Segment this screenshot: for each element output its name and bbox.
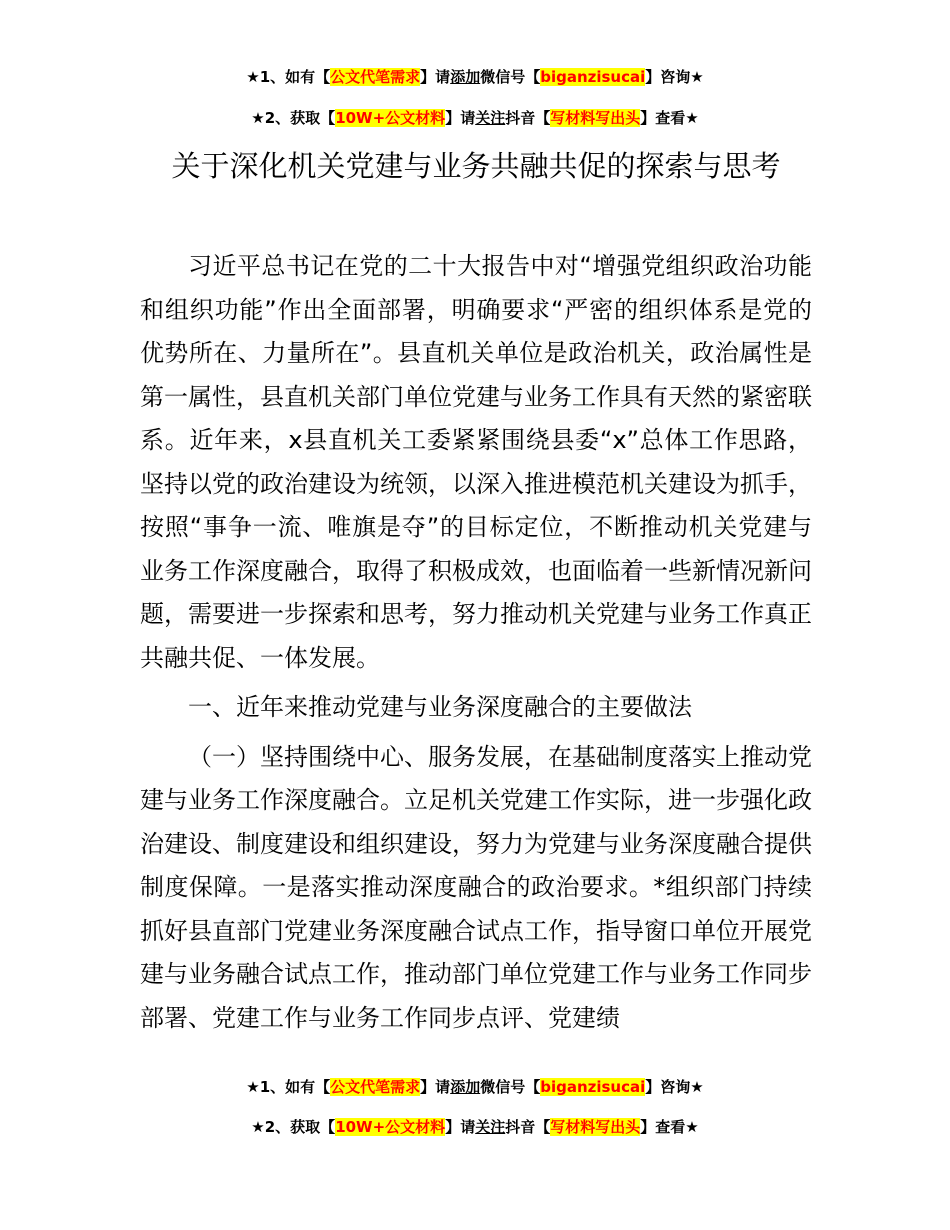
banner-line-1-mid-1: 】请 bbox=[420, 68, 451, 86]
banner-line-2-highlight-2: 写材料写出头 bbox=[550, 109, 641, 127]
footer-banner-line-1 bbox=[0, 1076, 950, 1098]
banner-line-1-underlined: 添加 bbox=[450, 68, 481, 86]
section-heading-1: 一、近年来推动党建与业务深度融合的主要做法 bbox=[188, 693, 692, 721]
footer-banner-line-2-prefix: ★2、获取【 bbox=[251, 1118, 336, 1136]
banner-line-2-highlight-1: 10W+公文材料 bbox=[335, 109, 446, 127]
body-paragraph-intro: 习近平总书记在党的二十大报告中对“增强党组织政治功能和组织功能”作出全面部署，明确要求“严密的组织体系是党的优势所在、力量所在”。县直机关单位是政治机关，政治属性是第一属性，县直机关部门单位党建与业务工作具有天然的紧密联系。近年来，x县直机关工委紧紧围绕县委“x”总体工作思路，坚持以党的政治建设为统领，以深入推进模范机关建设为抓手，按照“事争一流、唯旗是夺”的目标定位，不断推动机关党建与业务工作深度融合，取得了积极成效，也面临着一些新情况新问题，需要进一步探索和思考，努力推动机关党建与业务工作真正共融共促、一体发展。 bbox=[140, 252, 812, 672]
banner-line-2 bbox=[0, 107, 950, 129]
footer-banner-line-2-underlined: 关注 bbox=[475, 1118, 506, 1136]
banner-line-2-prefix: ★2、获取【 bbox=[251, 109, 336, 127]
banner-line-2-suffix: 】查看★ bbox=[640, 109, 699, 127]
footer-banner-line-1-suffix: 】咨询★ bbox=[645, 1078, 704, 1096]
banner-line-2-underlined: 关注 bbox=[475, 109, 506, 127]
footer-banner-line-2-highlight-2: 写材料写出头 bbox=[550, 1118, 641, 1136]
footer-banner-line-1-highlight-2: biganzisucai bbox=[540, 1078, 646, 1096]
footer-banner-line-2-highlight-1: 10W+公文材料 bbox=[335, 1118, 446, 1136]
footer-banner-line-2-mid-1: 】请 bbox=[445, 1118, 476, 1136]
document-body bbox=[140, 245, 812, 1040]
banner-line-2-mid-1: 】请 bbox=[445, 109, 476, 127]
banner-line-1-highlight-2: biganzisucai bbox=[540, 68, 646, 86]
footer-banner-line-1-underlined: 添加 bbox=[450, 1078, 481, 1096]
body-paragraph-section-1-1: （一）坚持围绕中心、服务发展，在基础制度落实上推动党建与业务工作深度融合。立足机关党建工作实际，进一步强化政治建设、制度建设和组织建设，努力为党建与业务深度融合提供制度保障。一是落实推动深度融合的政治要求。*组织部门持续抓好县直部门党建业务深度融合试点工作，指导窗口单位开展党建与业务融合试点工作，推动部门单位党建工作与业务工作同步部署、党建工作与业务工作同步点评、党建绩 bbox=[140, 742, 812, 1032]
footer-banner-line-1-mid-2: 微信号【 bbox=[480, 1078, 541, 1096]
banner-line-1-suffix: 】咨询★ bbox=[645, 68, 704, 86]
banner-line-2-mid-2: 抖音【 bbox=[505, 109, 551, 127]
footer-banner-line-2-suffix: 】查看★ bbox=[640, 1118, 699, 1136]
document-title: 关于深化机关党建与业务共融共促的探索与思考 bbox=[171, 149, 781, 183]
footer-banner-line-1-highlight-1: 公文代笔需求 bbox=[330, 1078, 421, 1096]
banner-line-1-highlight-1: 公文代笔需求 bbox=[330, 68, 421, 86]
banner-line-1-prefix: ★1、如有【 bbox=[246, 68, 331, 86]
footer-banner-line-2-mid-2: 抖音【 bbox=[505, 1118, 551, 1136]
banner-line-1 bbox=[0, 66, 950, 88]
footer-banner-line-1-mid-1: 】请 bbox=[420, 1078, 451, 1096]
banner-line-1-mid-2: 微信号【 bbox=[480, 68, 541, 86]
footer-banner-line-2 bbox=[0, 1116, 950, 1138]
footer-banner-line-1-prefix: ★1、如有【 bbox=[246, 1078, 331, 1096]
